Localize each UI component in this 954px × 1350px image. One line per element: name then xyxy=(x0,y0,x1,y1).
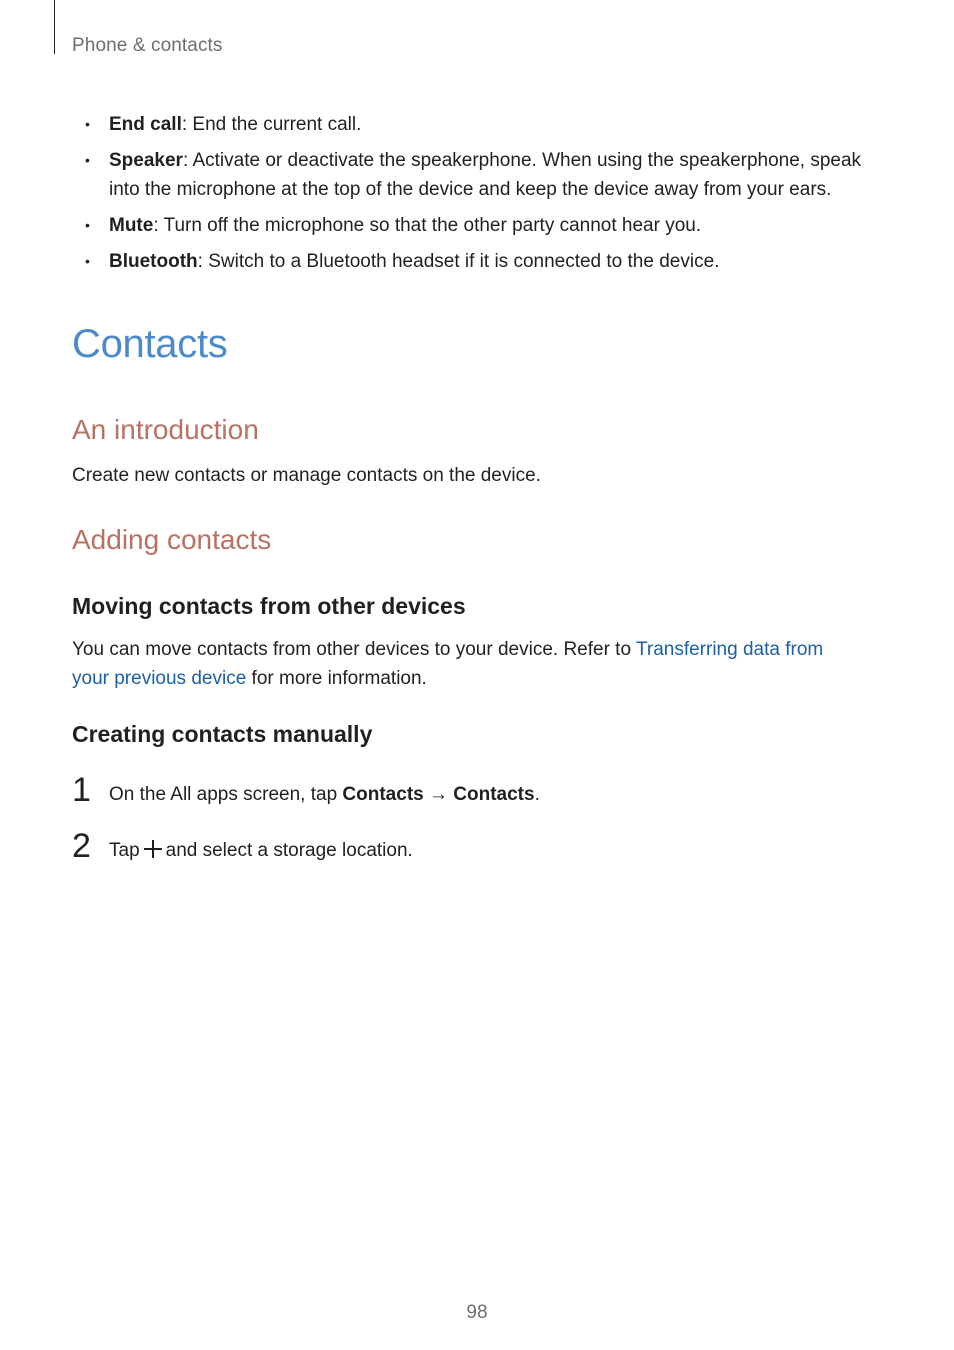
corner-rule xyxy=(54,0,55,54)
transfer-data-link[interactable]: Transferring data from your previous device xyxy=(72,639,824,689)
step-number: 1 xyxy=(72,771,91,809)
adding-heading: Adding contacts xyxy=(72,524,272,555)
step-text xyxy=(109,836,413,865)
moving-body xyxy=(72,635,862,693)
list-item xyxy=(72,247,892,276)
intro-heading: An introduction xyxy=(72,414,259,445)
bullet-dot: • xyxy=(85,217,90,233)
bullet-term: Mute xyxy=(109,215,154,236)
running-header: Phone & contacts xyxy=(72,35,223,56)
manual-heading: Creating contacts manually xyxy=(72,721,373,747)
arrow-icon: → xyxy=(423,784,454,805)
bullet-list xyxy=(72,110,892,283)
step-text-before: On the All apps screen, tap xyxy=(109,784,343,805)
contacts-label: Contacts xyxy=(453,784,535,805)
list-item xyxy=(72,211,892,240)
bullet-dot: • xyxy=(85,152,90,168)
bullet-text: : Activate or deactivate the speakerphone. When using the speakerphone, speak into the microphone at the top of the device and keep the device away from your ears. xyxy=(109,150,862,200)
bullet-term: End call xyxy=(109,114,182,135)
bullet-dot: • xyxy=(85,253,90,269)
bullet-text: : Turn off the microphone so that the other party cannot hear you. xyxy=(153,215,702,236)
bullet-term: Speaker xyxy=(109,150,183,171)
intro-body: Create new contacts or manage contacts on the device. xyxy=(72,465,541,486)
step-text xyxy=(109,780,540,809)
moving-heading: Moving contacts from other devices xyxy=(72,593,466,619)
bullet-term: Bluetooth xyxy=(109,251,198,272)
bullet-dot: • xyxy=(85,116,90,132)
list-item xyxy=(72,146,892,204)
step-text-after: and select a storage location. xyxy=(165,840,413,861)
page-title: Contacts xyxy=(72,322,228,366)
bullet-text: : End the current call. xyxy=(181,114,362,135)
step-text-before: Tap xyxy=(109,840,140,861)
moving-body-before: You can move contacts from other devices to your device. Refer to xyxy=(72,639,636,660)
list-item xyxy=(72,110,892,139)
plus-icon xyxy=(144,840,162,858)
step-text-after: . xyxy=(534,784,540,805)
bullet-text: : Switch to a Bluetooth headset if it is connected to the device. xyxy=(197,251,720,272)
moving-body-after: for more information. xyxy=(246,668,427,689)
page-number: 98 xyxy=(466,1302,488,1323)
step-number: 2 xyxy=(72,827,91,865)
contacts-label: Contacts xyxy=(342,784,424,805)
